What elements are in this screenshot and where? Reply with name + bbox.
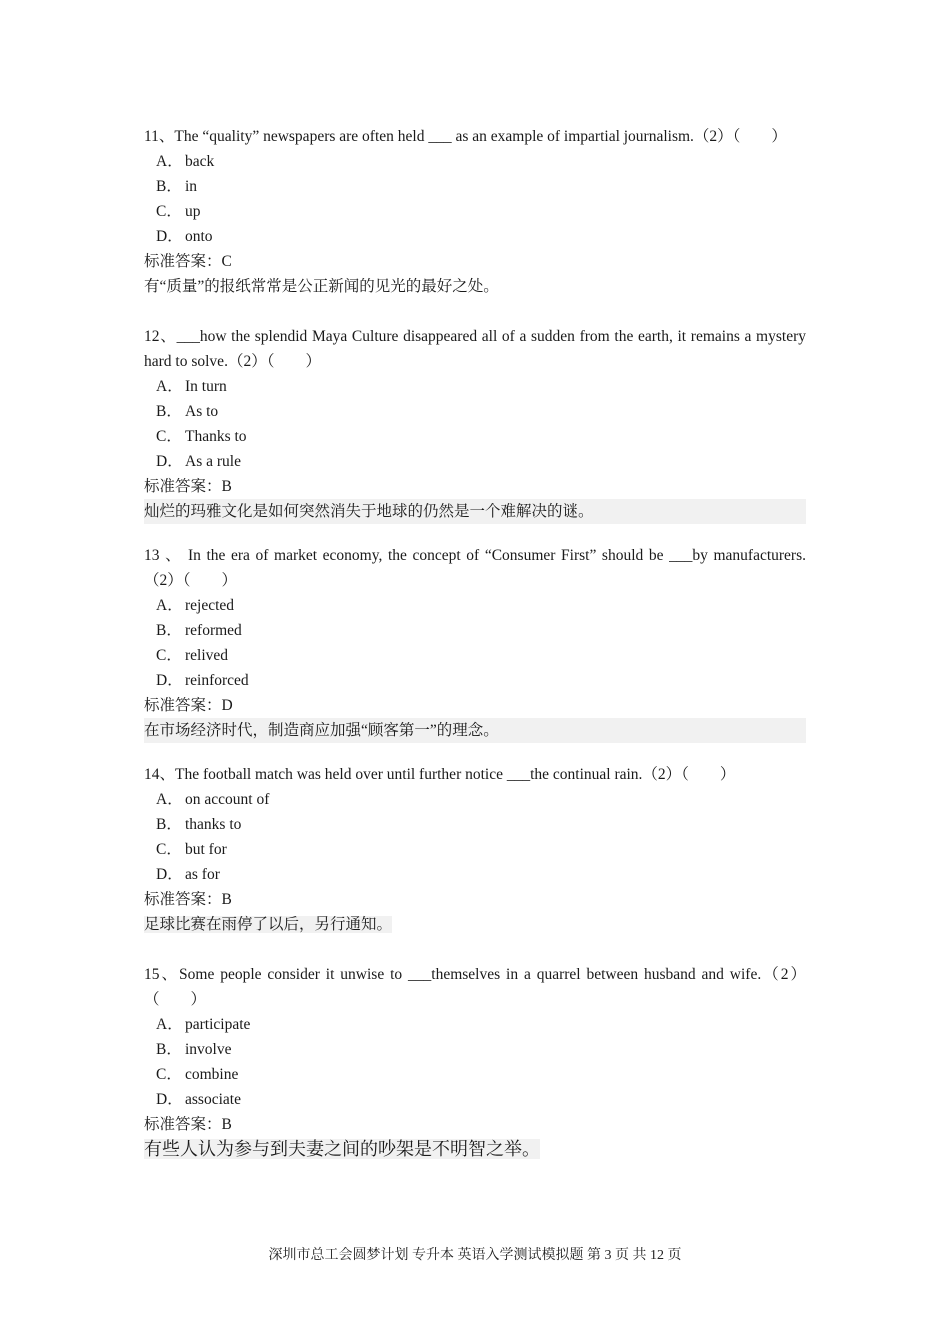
question-stem: 14、The football match was held over until further notice ___the continual rain.（2）（ ） xyxy=(144,766,736,783)
question-13 xyxy=(144,543,806,743)
standard-answer: 标准答案：B xyxy=(144,478,232,495)
option-b: B． involve xyxy=(156,1041,232,1058)
translation: 在市场经济时代，制造商应加强“顾客第一”的理念。 xyxy=(144,718,806,743)
translation: 足球比赛在雨停了以后，另行通知。 xyxy=(144,916,393,933)
option-b: B． thanks to xyxy=(156,816,242,833)
translation: 灿烂的玛雅文化是如何突然消失于地球的仍然是一个难解决的谜。 xyxy=(144,499,806,524)
option-c: C． relived xyxy=(156,647,229,664)
option-d: D． as for xyxy=(156,866,220,883)
option-c: C． combine xyxy=(156,1066,239,1083)
standard-answer: 标准答案：B xyxy=(144,891,232,908)
standard-answer: 标准答案：D xyxy=(144,697,233,714)
translation: 有些人认为参与到夫妻之间的吵架是不明智之举。 xyxy=(144,1139,540,1159)
option-d: D． reinforced xyxy=(156,672,249,689)
question-stem: 13 、 In the era of market economy, the concept of “Consumer First” should be ___by manufacturers.（2）（ ） xyxy=(144,547,806,589)
option-b: B． As to xyxy=(156,403,219,420)
option-d: D． associate xyxy=(156,1091,241,1108)
option-d: D． onto xyxy=(156,228,213,245)
question-stem: 11、The “quality” newspapers are often held ___ as an example of impartial journalism.（2）（ ） xyxy=(144,128,787,145)
option-a: A． participate xyxy=(156,1016,251,1033)
option-c: C． Thanks to xyxy=(156,428,247,445)
option-b: B． in xyxy=(156,178,198,195)
option-a: A． In turn xyxy=(156,378,227,395)
question-14 xyxy=(144,762,806,937)
question-12 xyxy=(144,324,806,524)
page-footer: 深圳市总工会圆梦计划 专升本 英语入学测试模拟题 第 3 页 共 12 页 xyxy=(268,1248,682,1263)
standard-answer: 标准答案：B xyxy=(144,1116,232,1133)
option-a: A． rejected xyxy=(156,597,235,614)
option-b: B． reformed xyxy=(156,622,242,639)
option-c: C． but for xyxy=(156,841,227,858)
translation: 有“质量”的报纸常常是公正新闻的见光的最好之处。 xyxy=(144,278,499,295)
option-a: A． on account of xyxy=(156,791,270,808)
option-c: C． up xyxy=(156,203,201,220)
question-11 xyxy=(144,124,806,299)
standard-answer: 标准答案：C xyxy=(144,253,232,270)
question-stem: 15、Some people consider it unwise to ___themselves in a quarrel between husband and wife.（2）（ ） xyxy=(144,966,806,1008)
option-d: D． As a rule xyxy=(156,453,241,470)
question-stem: 12、___how the splendid Maya Culture disappeared all of a sudden from the earth, it remains a mystery hard to solve.（2）（ ） xyxy=(144,328,806,370)
question-list xyxy=(144,124,806,1162)
question-15 xyxy=(144,962,806,1162)
option-a: A． back xyxy=(156,153,215,170)
